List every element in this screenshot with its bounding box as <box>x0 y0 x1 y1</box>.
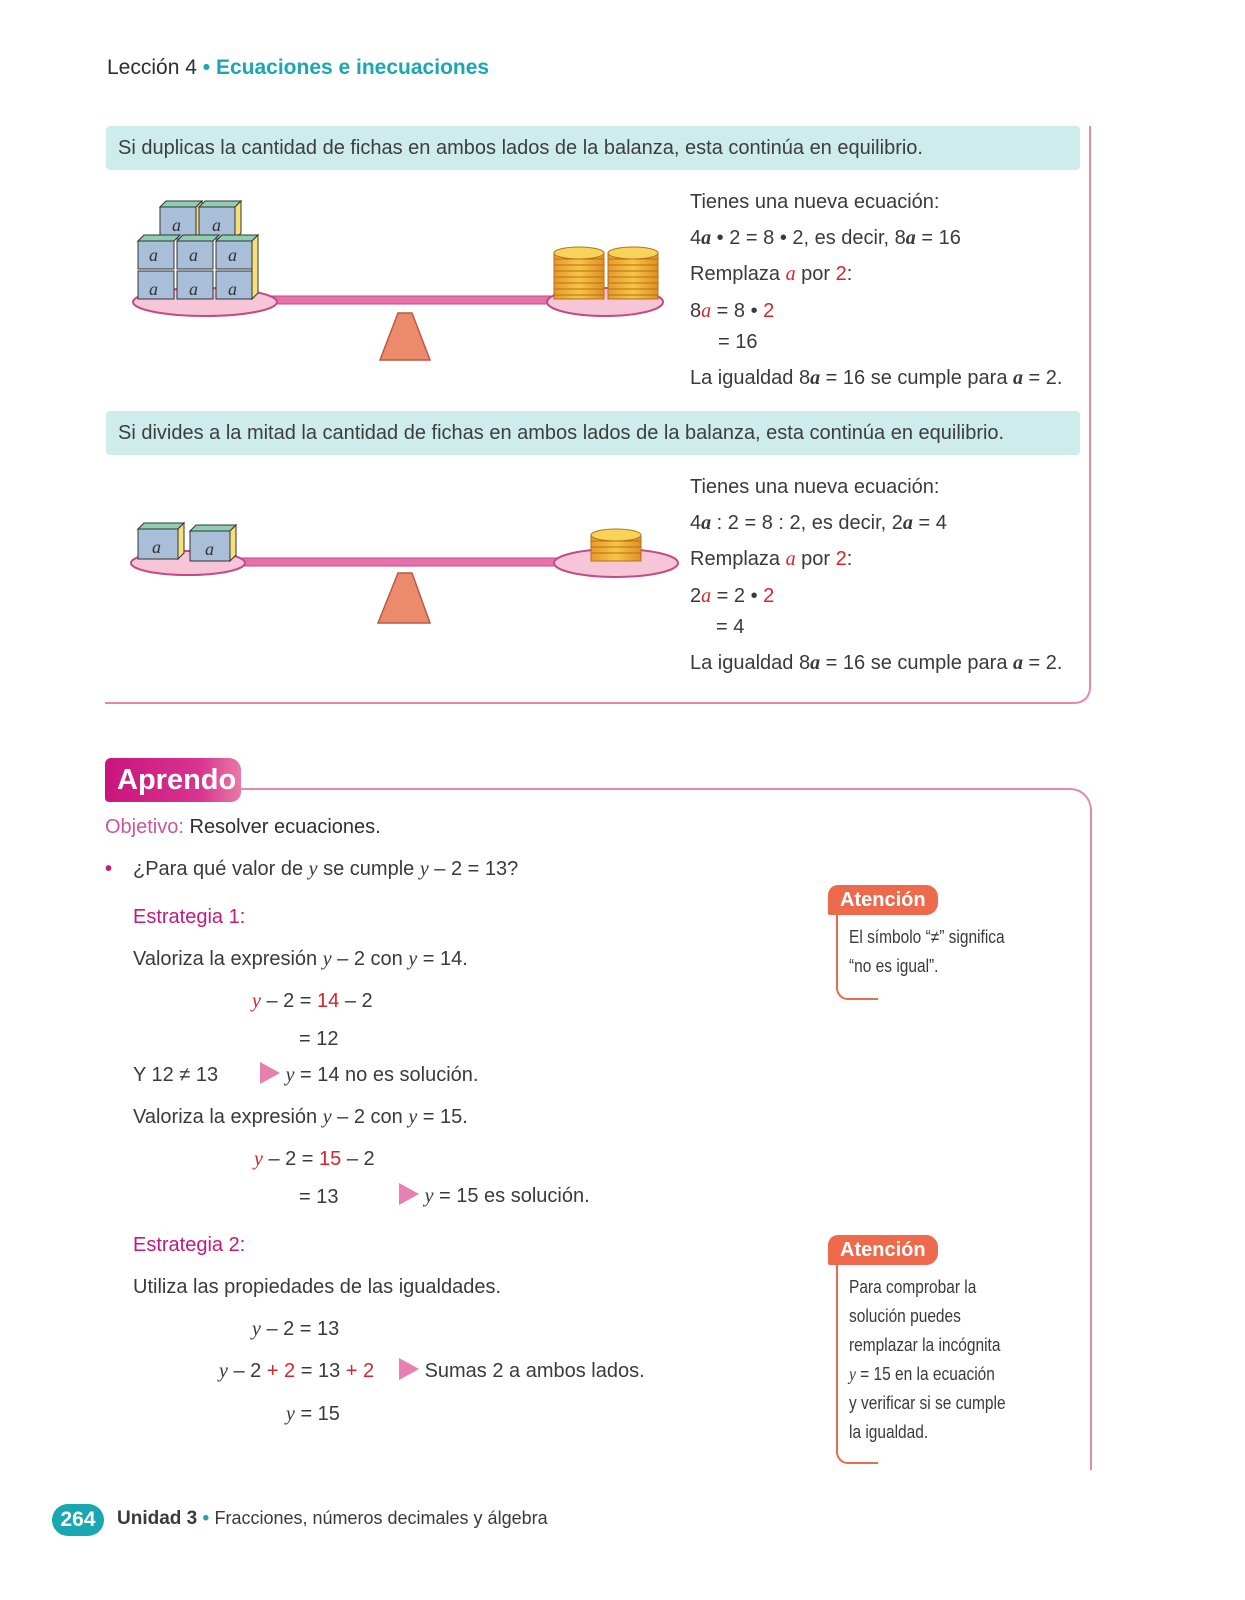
atencion2-text: Para comprobar la solución puedes remplazar la incógnita y = 15 en la ecuación y verificar si se cumple la igualdad. <box>849 1277 1006 1442</box>
block <box>138 235 180 269</box>
footer-unit: Unidad 3 • Fracciones, números decimales y álgebra <box>117 1508 548 1529</box>
section1-replace: Remplaza a por 2: <box>690 263 853 285</box>
beam <box>260 296 570 304</box>
lesson-header <box>107 56 489 80</box>
lesson-number: Lección 4 <box>107 56 197 79</box>
fulcrum <box>380 313 430 360</box>
strategy2-title: Estrategia 2: <box>133 1234 246 1256</box>
section2-step1: 2a = 2 • 2 <box>690 585 775 607</box>
objective-label: Objetivo: <box>105 816 184 838</box>
arrow-icon <box>399 1183 419 1205</box>
block <box>138 523 184 559</box>
svg-text:a: a <box>228 279 237 299</box>
atencion2-tag: Atención <box>828 1235 938 1265</box>
objective <box>105 816 381 839</box>
section2-explanation <box>690 476 1062 688</box>
section1-step2: = 16 <box>718 331 758 353</box>
strategy1-calc1: y – 2 = 14 – 2 <box>252 990 373 1012</box>
svg-text:a: a <box>189 245 198 265</box>
section2-intro: Tienes una nueva ecuación: <box>690 476 940 498</box>
svg-text:a: a <box>172 215 181 235</box>
question: • ¿Para qué valor de y se cumple y – 2 = 13? <box>105 858 519 880</box>
section1-equation: 4a • 2 = 8 • 2, es decir, 8a = 16 <box>690 227 961 249</box>
balance-scale-doubled <box>130 195 675 365</box>
strategy1-verdict2: y = 15 es solución. <box>399 1183 590 1208</box>
strategy1-calc1-result: = 12 <box>299 1028 339 1050</box>
strategy1-verdict1: y = 14 no es solución. <box>260 1062 478 1087</box>
svg-text:a: a <box>189 279 198 299</box>
section2-replace: Remplaza a por 2: <box>690 548 853 570</box>
atencion1-tag: Atención <box>828 885 938 915</box>
fulcrum <box>378 573 430 623</box>
svg-text:a: a <box>152 537 161 557</box>
aprendo-tag: Aprendo <box>105 758 241 802</box>
block <box>190 525 236 561</box>
section2-step2: = 4 <box>716 616 745 638</box>
block <box>216 271 252 299</box>
block <box>199 201 241 239</box>
section2-equation: 4a : 2 = 8 : 2, es decir, 2a = 4 <box>690 512 947 534</box>
section1-banner: Si duplicas la cantidad de fichas en ambos lados de la balanza, esta continúa en equilibrio. <box>106 126 1080 170</box>
strategy1-calc2: y – 2 = 15 – 2 <box>254 1148 375 1170</box>
arrow-icon <box>260 1062 280 1084</box>
bullet: • <box>105 858 113 880</box>
strategy1-compare: Y 12 ≠ 13 <box>133 1064 219 1086</box>
header-separator: • <box>202 56 211 79</box>
section1-explanation <box>690 191 1062 403</box>
block <box>160 201 202 239</box>
strategy2-line3: y = 15 <box>286 1403 340 1425</box>
svg-text:a: a <box>205 539 214 559</box>
strategy2-line1: y – 2 = 13 <box>252 1318 340 1340</box>
objective-text: Resolver ecuaciones. <box>183 816 381 838</box>
balance-scale-halved <box>128 515 688 630</box>
blocks-group <box>138 201 258 299</box>
svg-text:a: a <box>228 245 237 265</box>
section1-intro: Tienes una nueva ecuación: <box>690 191 940 213</box>
atencion1-text: El símbolo “≠” significa “no es igual”. <box>849 927 1005 976</box>
svg-text:a: a <box>149 245 158 265</box>
lesson-title: Ecuaciones e inecuaciones <box>215 56 490 79</box>
strategy2-note: Sumas 2 a ambos lados. <box>399 1358 645 1383</box>
section1-conclusion: La igualdad 8a = 16 se cumple para a = 2. <box>690 367 1063 389</box>
strategy2-intro: Utiliza las propiedades de las igualdades. <box>133 1276 502 1298</box>
strategy1-calc2-result: = 13 <box>299 1186 339 1208</box>
section2-banner: Si divides a la mitad la cantidad de fichas en ambos lados de la balanza, esta continúa en equilibrio. <box>106 411 1080 455</box>
section1-step1: 8a = 8 • 2 <box>690 300 775 322</box>
coin-stack-left <box>554 247 604 299</box>
block <box>138 271 174 299</box>
block <box>177 235 219 269</box>
page-number: 264 <box>52 1504 104 1536</box>
section2-conclusion: La igualdad 8a = 16 se cumple para a = 2. <box>690 652 1063 674</box>
beam <box>238 558 568 566</box>
strategy1-valorize1: Valoriza la expresión y – 2 con y = 14. <box>133 948 468 970</box>
svg-text:a: a <box>212 215 221 235</box>
svg-text:a: a <box>149 279 158 299</box>
strategy1-valorize2: Valoriza la expresión y – 2 con y = 15. <box>133 1106 468 1128</box>
arrow-icon <box>399 1358 419 1380</box>
coin-stack-right <box>608 247 658 299</box>
strategy1-title: Estrategia 1: <box>133 906 246 928</box>
block <box>177 271 213 299</box>
strategy2-line2: y – 2 + 2 = 13 + 2 <box>219 1360 375 1382</box>
coin-stack <box>591 529 641 561</box>
